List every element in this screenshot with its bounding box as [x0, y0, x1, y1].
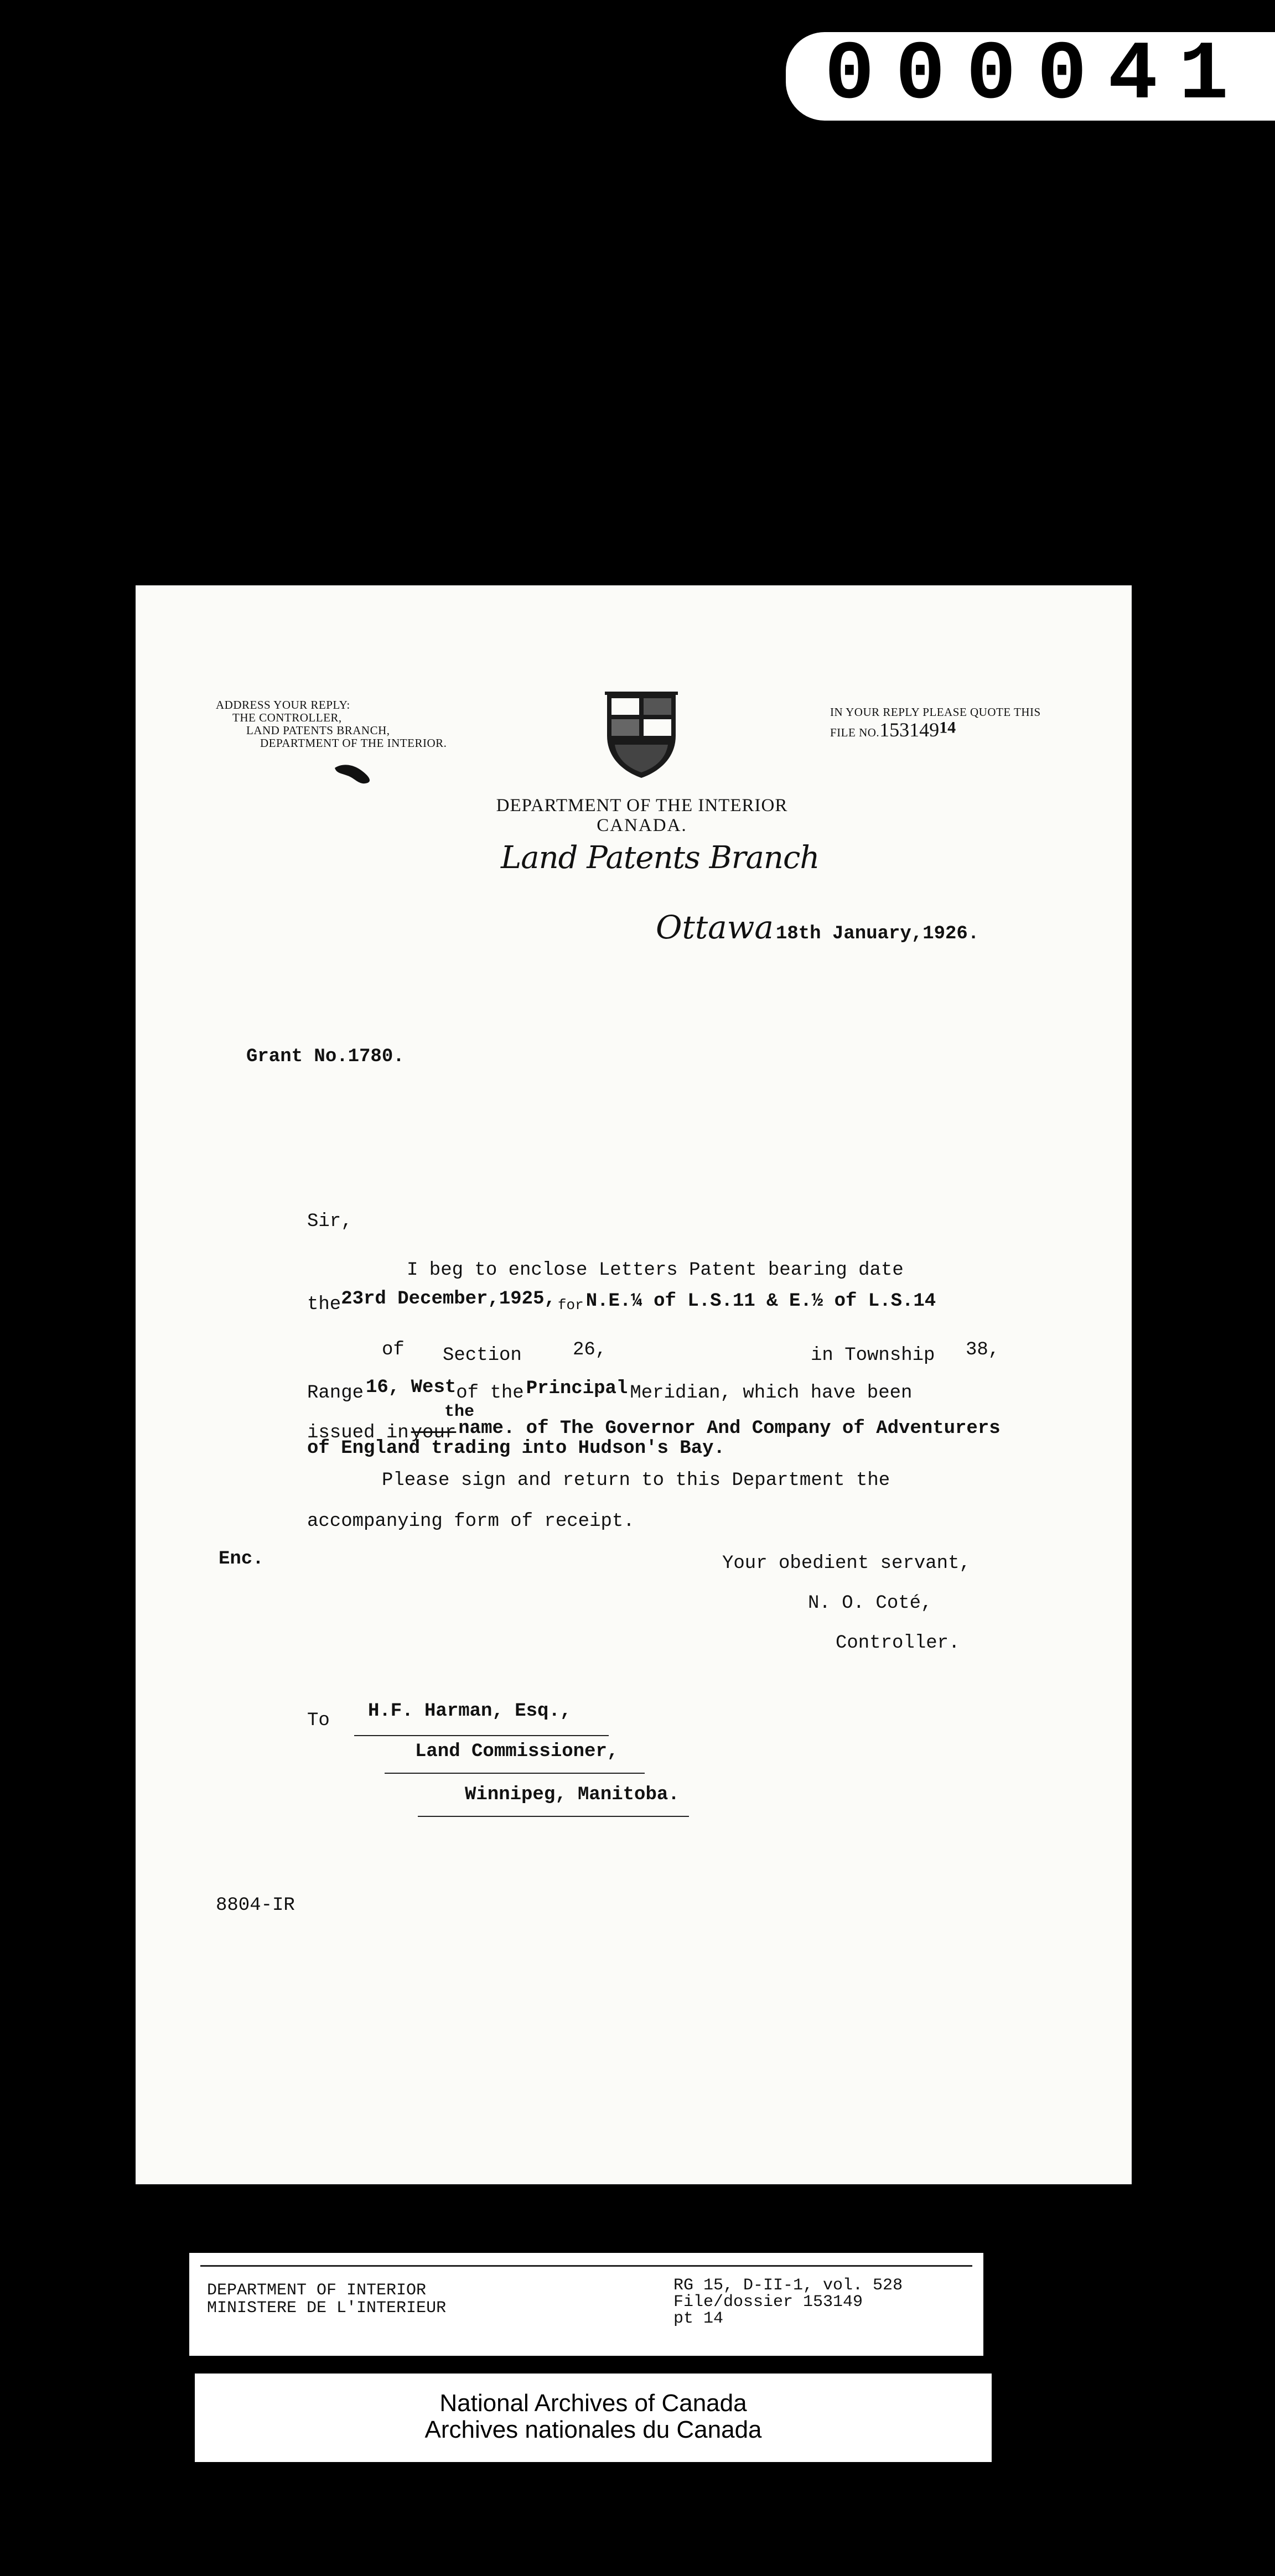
letter-page — [136, 585, 1132, 2184]
enclosure-note: Enc. — [219, 1549, 264, 1570]
body-word-the: the — [307, 1294, 341, 1315]
nac-french: Archives nationales du Canada — [424, 2416, 762, 2443]
range-label: Range — [307, 1383, 364, 1404]
label-right-block — [673, 2277, 903, 2327]
body-line-3 — [307, 1377, 913, 1404]
addressee-title-underline — [385, 1773, 645, 1774]
closing: Your obedient servant, — [722, 1553, 971, 1574]
salutation: Sir, — [307, 1211, 353, 1232]
address-reply-line: ADDRESS YOUR REPLY: — [216, 698, 350, 711]
issued-in: issued in — [307, 1422, 409, 1443]
range-value: 16, West — [366, 1377, 457, 1398]
address-reply-line: LAND PATENTS BRANCH, — [246, 724, 390, 737]
address-reply-line: DEPARTMENT OF THE INTERIOR. — [260, 736, 447, 750]
patent-date: 23rd December,1925, — [341, 1289, 556, 1310]
body-line-6: Please sign and return to this Department the — [382, 1470, 890, 1491]
file-number-line — [830, 718, 956, 741]
label-ministere: MINISTERE DE L'INTERIEUR — [207, 2299, 447, 2318]
department-title: DEPARTMENT OF THE INTERIOR — [496, 796, 788, 816]
signer-title: Controller. — [836, 1633, 960, 1654]
coat-of-arms-icon — [604, 692, 679, 780]
section-value: 26, — [573, 1339, 607, 1360]
nac-english: National Archives of Canada — [439, 2390, 747, 2417]
addressee-city: Winnipeg, Manitoba. — [465, 1784, 680, 1805]
township-value: 38, — [966, 1339, 1000, 1360]
date-line — [656, 908, 979, 946]
body-line-7: accompanying form of receipt. — [307, 1511, 635, 1532]
national-archives-label — [195, 2374, 992, 2462]
label-left-block — [207, 2282, 446, 2317]
frame-number: 000041 — [825, 29, 1250, 123]
file-no-suffix: 14 — [939, 718, 956, 737]
form-code: 8804-IR — [216, 1895, 295, 1916]
land-description: N.E.¼ of L.S.11 & E.½ of L.S.14 — [585, 1291, 936, 1312]
body-line-2 — [307, 1289, 936, 1316]
inserted-the: the — [444, 1403, 475, 1421]
body-word-of: of — [382, 1339, 405, 1360]
body-of-the: of the — [456, 1383, 524, 1404]
archive-reference-label — [189, 2253, 983, 2356]
body-line-1: I beg to enclose Letters Patent bearing date — [407, 1260, 904, 1281]
body-line-5: of England trading into Hudson's Bay. — [307, 1438, 725, 1459]
label-file-reference: File/dossier 153149 — [673, 2293, 863, 2312]
body-word-for: for — [557, 1297, 584, 1313]
label-rg-reference: RG 15, D-II-1, vol. 528 — [673, 2276, 903, 2295]
meridian-name: Principal — [526, 1378, 628, 1399]
grantee-name: name. of The Governor And Company of Adventurers — [458, 1418, 1001, 1439]
label-department: DEPARTMENT OF INTERIOR — [207, 2281, 427, 2300]
township-label: in Township — [811, 1345, 935, 1366]
addressee-name: H.F. Harman, Esq., — [368, 1701, 572, 1722]
country-title: CANADA. — [597, 816, 687, 835]
section-label: Section — [443, 1345, 522, 1366]
label-part-reference: pt 14 — [673, 2309, 724, 2328]
meridian-rest: Meridian, which have been — [630, 1383, 913, 1404]
grant-number: Grant No.1780. — [246, 1046, 405, 1067]
nac-text-block — [195, 2390, 992, 2443]
addressee-underline — [354, 1735, 609, 1736]
to-word: To — [307, 1710, 330, 1731]
branch-title: Land Patents Branch — [501, 840, 820, 876]
file-no-label: FILE NO. — [830, 726, 880, 739]
ink-smudge-mark — [332, 761, 376, 789]
city-name: Ottawa — [656, 908, 774, 946]
letter-date: 18th January,1926. — [775, 923, 979, 944]
addressee-title: Land Commissioner, — [415, 1741, 619, 1762]
file-no-value: 153149 — [879, 719, 940, 741]
address-reply-line: THE CONTROLLER, — [232, 711, 342, 724]
addressee-city-underline — [418, 1816, 689, 1817]
quote-reply-label: IN YOUR REPLY PLEASE QUOTE THIS — [830, 705, 1041, 719]
struck-word: your — [411, 1422, 457, 1443]
address-reply-block — [216, 699, 447, 750]
signer-name: N. O. Coté, — [808, 1593, 932, 1614]
